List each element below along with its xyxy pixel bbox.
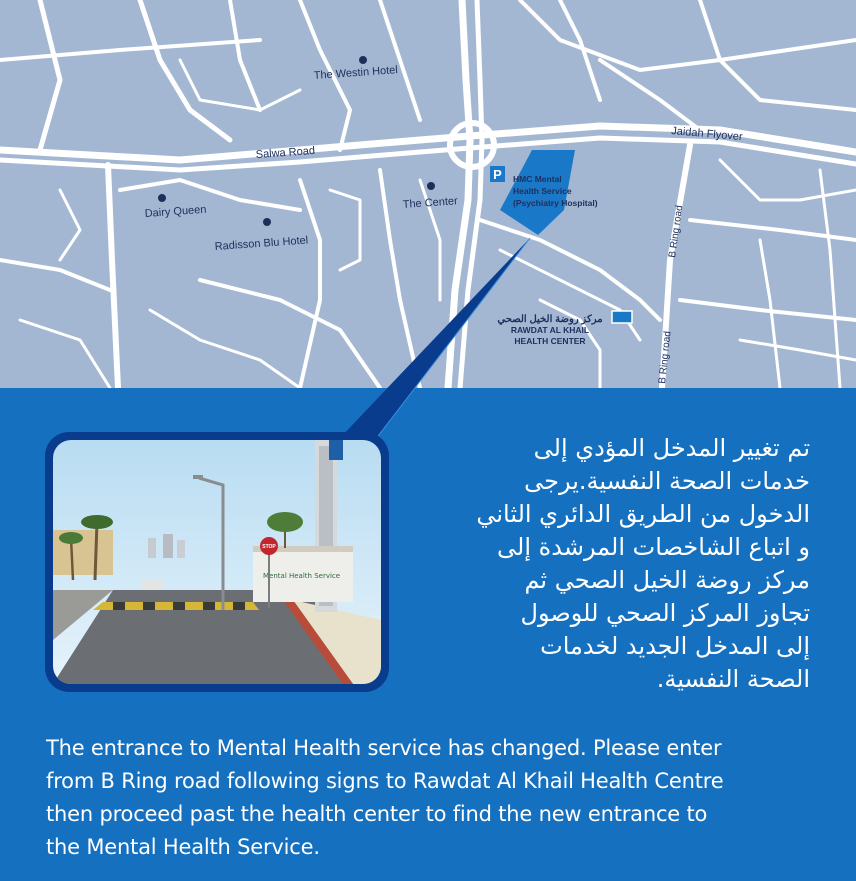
label-hmc-line-2[interactable]: Health Service — [513, 186, 572, 196]
english-line: The entrance to Mental Health service has changed. Please enter — [46, 736, 722, 760]
arabic-line: تم تغيير المدخل المؤدي إلى — [533, 434, 810, 462]
road-label-jaidah-flyover: Jaidah Flyover — [670, 125, 744, 144]
label-rawdat-english-2[interactable]: HEALTH CENTER — [514, 336, 586, 346]
road-label-b-ring-lower: B Ring road — [657, 330, 674, 385]
arabic-line: مركز روضة الخيل الصحي ثم — [524, 566, 810, 594]
label-rawdat-english-1[interactable]: RAWDAT AL KHAIL — [510, 325, 590, 335]
arabic-line: الصحة النفسية. — [656, 665, 810, 693]
english-line: the Mental Health Service. — [46, 835, 320, 859]
entrance-photo-illustration — [53, 440, 381, 684]
road-label-salwa: Salwa Road — [255, 144, 316, 161]
label-westin[interactable]: The Westin Hotel — [313, 64, 399, 82]
road-label-b-ring-upper: B Ring road — [667, 204, 686, 259]
label-radisson[interactable]: Radisson Blu Hotel — [214, 234, 309, 253]
arabic-line: الدخول من الطريق الدائري الثاني — [476, 500, 810, 528]
label-hmc-line-3[interactable]: (Psychiatry Hospital) — [513, 198, 598, 208]
label-rawdat-arabic[interactable]: مركز روضة الخيل الصحي — [497, 314, 603, 325]
english-line: from B Ring road following signs to Rawdat Al Khail Health Centre — [46, 769, 724, 793]
arabic-line: إلى المدخل الجديد لخدمات — [540, 632, 810, 660]
label-hmc-line-1[interactable]: HMC Mental — [513, 174, 562, 184]
label-the-center[interactable]: The Center — [402, 195, 459, 211]
photo-sign-text: Mental Health Service — [263, 572, 341, 580]
arabic-line: و اتباع الشاخصات المرشدة إلى — [497, 533, 810, 561]
arabic-line: خدمات الصحة النفسية.يرجى — [524, 467, 810, 495]
entrance-photo-frame — [45, 432, 389, 692]
english-notice — [46, 732, 816, 864]
label-dairy-queen[interactable]: Dairy Queen — [144, 203, 207, 220]
entrance-photo — [53, 440, 381, 684]
parking-symbol: P — [493, 167, 502, 182]
stop-sign-text: STOP — [262, 544, 276, 550]
english-line: then proceed past the health center to find the new entrance to — [46, 802, 708, 826]
arabic-line: تجاوز المركز الصحي للوصول — [520, 599, 810, 627]
arabic-notice — [440, 432, 810, 696]
